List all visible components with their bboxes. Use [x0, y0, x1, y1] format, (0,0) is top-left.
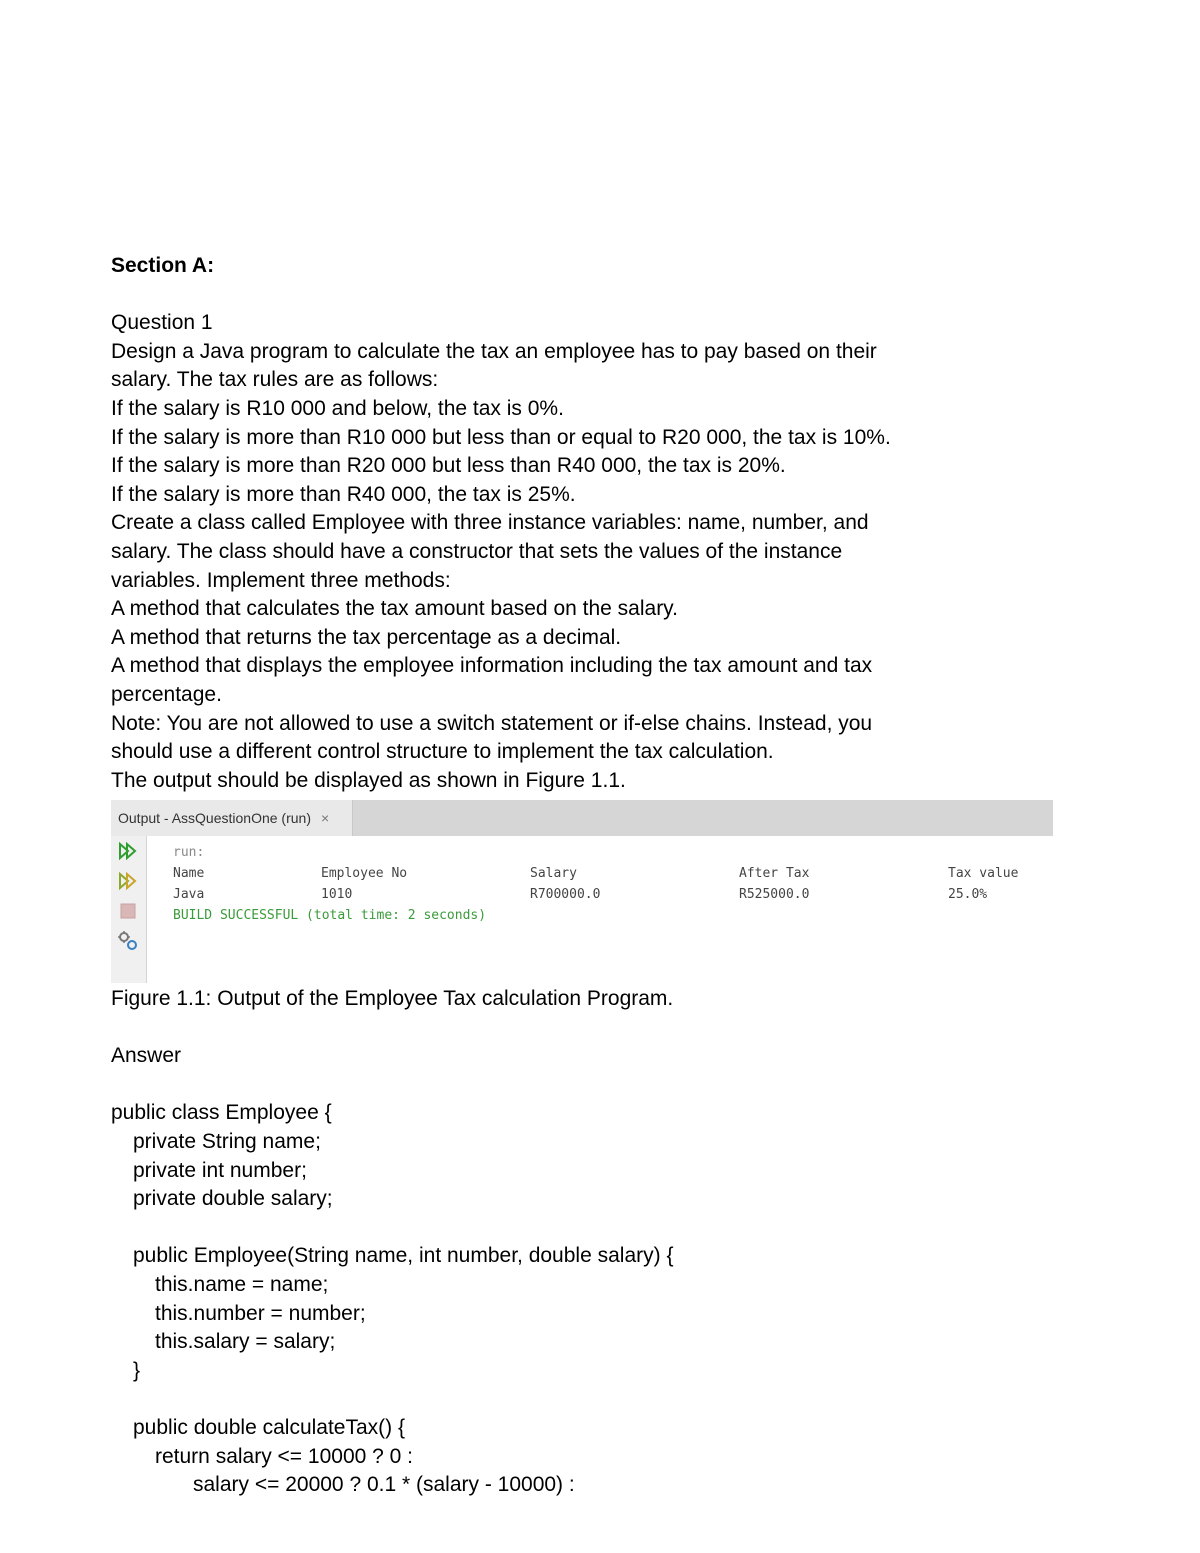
header-name: Name	[173, 866, 205, 881]
question-line: A method that calculates the tax amount based on the salary.	[111, 597, 678, 621]
console-run-line	[173, 842, 1053, 863]
question-line: percentage.	[111, 682, 222, 706]
question-line: A method that returns the tax percentage as a decimal.	[111, 625, 622, 649]
value-employee-no: 1010	[321, 887, 353, 902]
output-console	[173, 842, 1053, 926]
output-tab[interactable]	[111, 800, 353, 836]
header-after-tax: After Tax	[739, 866, 810, 881]
question-line: variables. Implement three methods:	[111, 568, 451, 592]
settings-icon[interactable]	[117, 930, 139, 952]
code-line	[111, 1214, 1071, 1243]
question-line: If the salary is more than R40 000, the tax is 25%.	[111, 482, 576, 506]
question-title: Question 1	[111, 311, 213, 335]
value-salary: R700000.0	[530, 887, 601, 902]
question-section	[111, 252, 1071, 795]
question-line: should use a different control structure to implement the tax calculation.	[111, 740, 774, 764]
code-line: private double salary;	[133, 1187, 333, 1211]
output-window-figure	[111, 800, 1053, 983]
code-line: private String name;	[133, 1129, 321, 1153]
code-line: this.number = number;	[155, 1301, 366, 1325]
stop-icon[interactable]	[117, 900, 139, 922]
rerun-icon[interactable]	[117, 840, 139, 862]
code-line: this.name = name;	[155, 1272, 329, 1296]
code-line: private int number;	[133, 1158, 307, 1182]
spacer	[111, 1071, 1071, 1100]
code-line	[111, 1385, 1071, 1414]
code-line: this.salary = salary;	[155, 1330, 336, 1354]
header-salary: Salary	[530, 866, 577, 881]
spacer	[111, 281, 1071, 310]
header-employee-no: Employee No	[321, 866, 408, 881]
question-line: salary. The tax rules are as follows:	[111, 368, 439, 392]
code-line: public class Employee {	[111, 1101, 332, 1125]
close-icon[interactable]: ×	[320, 810, 330, 826]
output-tab-title: Output - AssQuestionOne (run)	[118, 810, 311, 826]
question-line: If the salary is more than R20 000 but less than R40 000, the tax is 20%.	[111, 454, 786, 478]
question-line: If the salary is more than R10 000 but less than or equal to R20 000, the tax is 10%.	[111, 425, 891, 449]
output-toolbar	[111, 836, 147, 983]
code-line: salary <= 20000 ? 0.1 * (salary - 10000) :	[193, 1473, 575, 1497]
header-tax-value: Tax value	[948, 866, 1019, 881]
value-tax-value: 25.0%	[948, 887, 988, 902]
answer-label: Answer	[111, 1044, 182, 1068]
question-line: salary. The class should have a constructor that sets the values of the instance	[111, 539, 843, 563]
value-after-tax: R525000.0	[739, 887, 810, 902]
rerun-with-options-icon[interactable]	[117, 870, 139, 892]
question-line: Create a class called Employee with three instance variables: name, number, and	[111, 511, 869, 535]
spacer	[111, 1014, 1071, 1043]
run-label: run:	[173, 845, 205, 860]
answer-section	[111, 985, 1071, 1500]
figure-caption: Figure 1.1: Output of the Employee Tax calculation Program.	[111, 987, 674, 1010]
section-title: Section A:	[111, 254, 215, 277]
output-window-header	[111, 800, 1053, 836]
question-line: Note: You are not allowed to use a switch statement or if-else chains. Instead, you	[111, 711, 873, 735]
console-header-row	[173, 863, 1053, 884]
value-name: Java	[173, 887, 205, 902]
build-message: BUILD SUCCESSFUL (total time: 2 seconds)	[173, 908, 487, 923]
question-line: If the salary is R10 000 and below, the tax is 0%.	[111, 396, 564, 420]
code-line: }	[133, 1358, 141, 1382]
console-build-line	[173, 905, 1053, 926]
code-line: public Employee(String name, int number, double salary) {	[133, 1244, 674, 1268]
question-line: A method that displays the employee information including the tax amount and tax	[111, 654, 873, 678]
console-data-row	[173, 884, 1053, 905]
code-line: public double calculateTax() {	[133, 1415, 405, 1439]
question-line: The output should be displayed as shown in Figure 1.1.	[111, 768, 626, 792]
code-line: return salary <= 10000 ? 0 :	[155, 1444, 413, 1468]
question-line: Design a Java program to calculate the tax an employee has to pay based on their	[111, 339, 877, 363]
